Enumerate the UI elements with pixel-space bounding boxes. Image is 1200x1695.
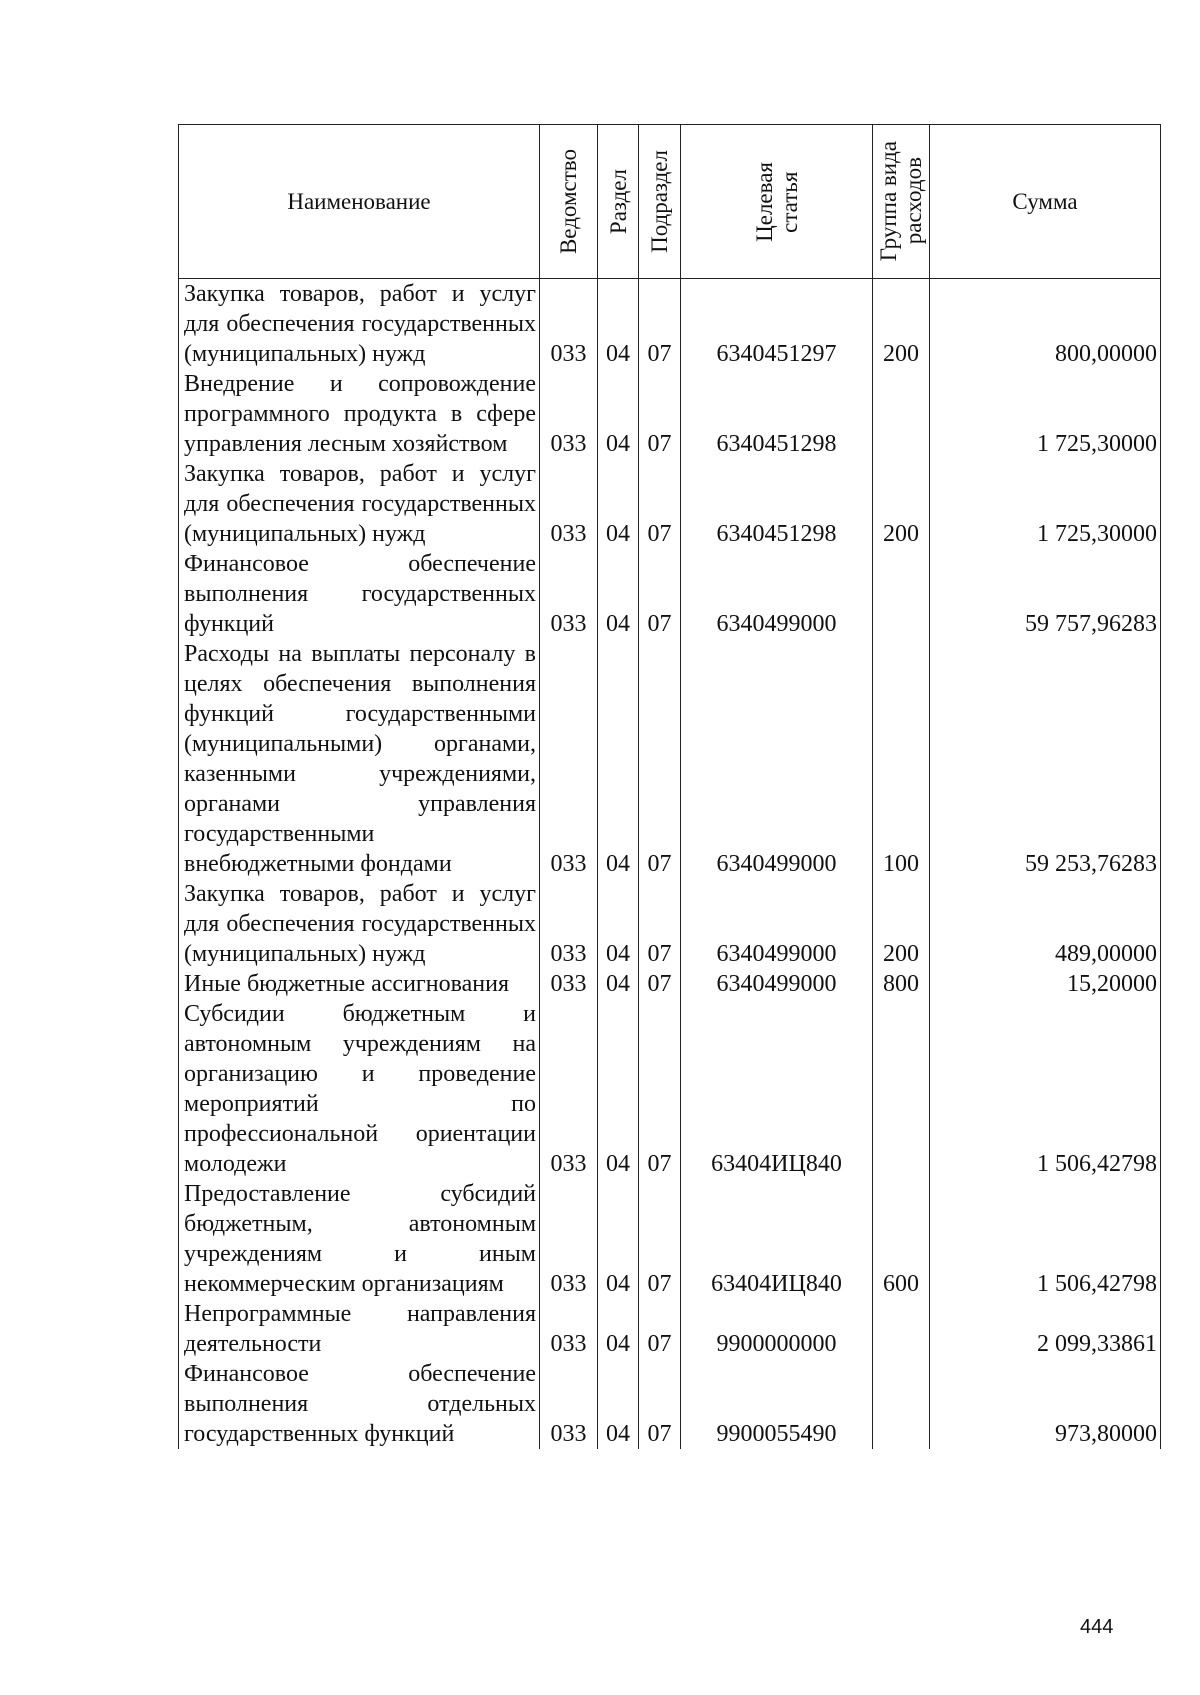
cell-group: 200 — [873, 879, 930, 969]
budget-table — [178, 124, 1161, 1449]
cell-sum: 1 725,30000 — [930, 369, 1161, 459]
cell-dept: 033 — [540, 369, 598, 459]
table-row — [179, 459, 1161, 549]
cell-section: 04 — [598, 369, 639, 459]
cell-dept: 033 — [540, 639, 598, 879]
cell-subsection: 07 — [639, 639, 681, 879]
cell-name: Субсидии бюджетным и автономным учреждениям на организацию и проведение мероприятий по профессиональной ориентации молодежи — [179, 999, 540, 1179]
cell-subsection: 07 — [639, 279, 681, 370]
cell-sum: 1 725,30000 — [930, 459, 1161, 549]
cell-sum: 15,20000 — [930, 969, 1161, 999]
cell-group: 100 — [873, 639, 930, 879]
cell-section: 04 — [598, 969, 639, 999]
cell-name: Непрограммные направления деятельности — [179, 1299, 540, 1359]
table-body — [179, 279, 1161, 1450]
table-row — [179, 549, 1161, 639]
cell-section: 04 — [598, 459, 639, 549]
cell-subsection: 07 — [639, 999, 681, 1179]
table-row — [179, 969, 1161, 999]
cell-subsection: 07 — [639, 1179, 681, 1299]
cell-subsection: 07 — [639, 879, 681, 969]
header-subsection: Подраздел — [639, 125, 681, 279]
cell-dept: 033 — [540, 1299, 598, 1359]
header-group: Группа вида расходов — [873, 125, 930, 279]
cell-group — [873, 1359, 930, 1449]
header-dept: Ведомство — [540, 125, 598, 279]
cell-group: 800 — [873, 969, 930, 999]
cell-sum: 800,00000 — [930, 279, 1161, 370]
cell-section: 04 — [598, 1179, 639, 1299]
cell-name: Внедрение и сопровождение программного продукта в сфере управления лесным хозяйством — [179, 369, 540, 459]
cell-subsection: 07 — [639, 1359, 681, 1449]
cell-target: 6340451298 — [681, 459, 873, 549]
cell-target: 6340499000 — [681, 879, 873, 969]
cell-group: 600 — [873, 1179, 930, 1299]
table-row — [179, 279, 1161, 370]
cell-section: 04 — [598, 1299, 639, 1359]
cell-dept: 033 — [540, 1359, 598, 1449]
cell-group — [873, 999, 930, 1179]
table-row — [179, 639, 1161, 879]
cell-dept: 033 — [540, 969, 598, 999]
cell-sum: 2 099,33861 — [930, 1299, 1161, 1359]
table-row — [179, 999, 1161, 1179]
cell-name: Предоставление субсидий бюджетным, автономным учреждениям и иным некоммерческим организациям — [179, 1179, 540, 1299]
cell-dept: 033 — [540, 279, 598, 370]
table-row — [179, 1359, 1161, 1449]
cell-subsection: 07 — [639, 369, 681, 459]
cell-subsection: 07 — [639, 549, 681, 639]
cell-section: 04 — [598, 879, 639, 969]
table-row — [179, 1299, 1161, 1359]
cell-name: Финансовое обеспечение выполнения государственных функций — [179, 549, 540, 639]
cell-dept: 033 — [540, 459, 598, 549]
cell-dept: 033 — [540, 999, 598, 1179]
cell-target: 6340451297 — [681, 279, 873, 370]
cell-target: 9900000000 — [681, 1299, 873, 1359]
cell-name: Иные бюджетные ассигнования — [179, 969, 540, 999]
cell-section: 04 — [598, 279, 639, 370]
cell-section: 04 — [598, 639, 639, 879]
cell-subsection: 07 — [639, 459, 681, 549]
page-number: 444 — [1080, 1616, 1114, 1638]
cell-name: Закупка товаров, работ и услуг для обеспечения государственных (муниципальных) нужд — [179, 459, 540, 549]
cell-group — [873, 369, 930, 459]
cell-target: 6340499000 — [681, 549, 873, 639]
cell-subsection: 07 — [639, 1299, 681, 1359]
cell-sum: 973,80000 — [930, 1359, 1161, 1449]
cell-sum: 489,00000 — [930, 879, 1161, 969]
header-section: Раздел — [598, 125, 639, 279]
cell-sum: 59 253,76283 — [930, 639, 1161, 879]
cell-sum: 59 757,96283 — [930, 549, 1161, 639]
header-name: Наименование — [179, 125, 540, 279]
cell-dept: 033 — [540, 549, 598, 639]
cell-dept: 033 — [540, 1179, 598, 1299]
cell-name: Закупка товаров, работ и услуг для обеспечения государственных (муниципальных) нужд — [179, 279, 540, 370]
table-row — [179, 1179, 1161, 1299]
cell-group — [873, 1299, 930, 1359]
cell-target: 6340499000 — [681, 969, 873, 999]
cell-name: Закупка товаров, работ и услуг для обеспечения государственных (муниципальных) нужд — [179, 879, 540, 969]
header-sum: Сумма — [930, 125, 1161, 279]
cell-target: 63404ИЦ840 — [681, 999, 873, 1179]
table-row — [179, 879, 1161, 969]
cell-group: 200 — [873, 279, 930, 370]
cell-target: 6340499000 — [681, 639, 873, 879]
table-row — [179, 369, 1161, 459]
cell-target: 9900055490 — [681, 1359, 873, 1449]
cell-name: Расходы на выплаты персоналу в целях обеспечения выполнения функций государственными (муниципальными) органами, казенными учреждениями, органами управления государственными внебюджетными фондами — [179, 639, 540, 879]
cell-group: 200 — [873, 459, 930, 549]
cell-section: 04 — [598, 549, 639, 639]
cell-sum: 1 506,42798 — [930, 999, 1161, 1179]
table-header-row — [179, 125, 1161, 279]
cell-target: 6340451298 — [681, 369, 873, 459]
cell-subsection: 07 — [639, 969, 681, 999]
cell-dept: 033 — [540, 879, 598, 969]
cell-name: Финансовое обеспечение выполнения отдельных государственных функций — [179, 1359, 540, 1449]
cell-section: 04 — [598, 999, 639, 1179]
header-target: Целевая статья — [681, 125, 873, 279]
cell-target: 63404ИЦ840 — [681, 1179, 873, 1299]
cell-sum: 1 506,42798 — [930, 1179, 1161, 1299]
cell-section: 04 — [598, 1359, 639, 1449]
cell-group — [873, 549, 930, 639]
